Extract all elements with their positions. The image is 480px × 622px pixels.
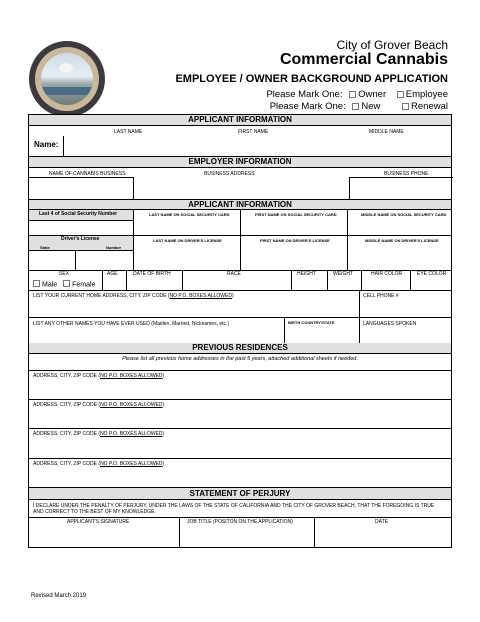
race-input[interactable]: [183, 277, 291, 290]
city-seal-logo: [29, 41, 105, 117]
other-names-label: LIST ANY OTHER NAMES YOU HAVE EVER USED (Maiden, Married, Nicknames, etc.): [33, 321, 230, 327]
previous-address-label-1: ADDRESS, CITY, ZIP CODE (NO P.O. BOXES ALLOWED): [33, 373, 165, 379]
business-address-label: BUSINESS ADDRESS: [204, 171, 255, 177]
dl-state-input[interactable]: [29, 251, 75, 270]
previous-address-input-4[interactable]: [29, 459, 452, 487]
renewal-label: Renewal: [411, 101, 448, 112]
dl-last-name-label: LAST NAME ON DRIVER'S LICENSE: [153, 238, 222, 243]
birth-country-label: BIRTH COUNTRY/STATE: [288, 320, 335, 325]
ssn-first-name-input[interactable]: [241, 218, 347, 235]
business-name-label: NAME OF CANNABIS BUSINESS: [49, 171, 126, 177]
ssn-middle-name-label: MIDDLE NAME ON SOCIAL SECURITY CARD: [361, 212, 447, 217]
birth-country-input[interactable]: [285, 327, 359, 343]
languages-label: LANGUAGES SPOKEN: [363, 321, 417, 327]
male-checkbox[interactable]: [33, 280, 40, 287]
previous-residences-note: Please list all previous home addresses in the past 5 years, attached additional sheets if needed.: [122, 356, 358, 362]
other-names-input[interactable]: [29, 327, 284, 343]
previous-address-label-2: ADDRESS, CITY, ZIP CODE (NO P.O. BOXES ALLOWED): [33, 402, 165, 408]
height-input[interactable]: [292, 277, 327, 290]
previous-address-input-2[interactable]: [29, 400, 452, 428]
section-applicant-info-2: APPLICANT INFORMATION: [29, 199, 451, 210]
first-name-label: FIRST NAME: [238, 129, 269, 135]
mark-type-label: Please Mark One:: [269, 101, 346, 112]
owner-label: Owner: [358, 89, 387, 100]
eye-color-label: EYE COLOR: [417, 271, 447, 277]
dl-middle-name-label: MIDDLE NAME ON DRIVER'S LICENSE: [365, 238, 439, 243]
form-title: Commercial Cannabis: [279, 51, 448, 68]
signature-label: APPLICANT'S SIGNATURE: [67, 519, 130, 525]
current-address-label: LIST YOUR CURRENT HOME ADDRESS, CITY, ZIP CODE (NO P.O. BOXES ALLOWED): [33, 293, 234, 299]
languages-input[interactable]: [360, 327, 452, 343]
name-input[interactable]: [64, 136, 452, 156]
dl-middle-name-input[interactable]: [348, 245, 452, 270]
new-label: New: [361, 101, 381, 112]
previous-address-input-3[interactable]: [29, 429, 452, 458]
owner-checkbox[interactable]: [349, 91, 356, 98]
weight-label: WEIGHT: [333, 271, 353, 277]
ssn-middle-name-input[interactable]: [348, 218, 452, 235]
business-address-input[interactable]: [134, 168, 349, 199]
perjury-declaration-1: I DECLARE UNDER THE PENALTY OF PERJURY, UNDER THE LAWS OF THE STATE OF CALIFORNIA AND THE CITY OF GROVER BEACH, THAT THE FOREGOING IS TRUE: [33, 503, 435, 509]
cell-phone-input[interactable]: [360, 300, 452, 317]
mark-type-row: [270, 101, 448, 112]
section-previous-residences: PREVIOUS RESIDENCES: [29, 343, 451, 354]
section-employer-info: EMPLOYER INFORMATION: [29, 156, 451, 168]
middle-name-label: MIDDLE NAME: [369, 129, 404, 135]
business-phone-label: BUSINESS PHONE: [384, 171, 429, 177]
job-title-input[interactable]: [180, 526, 314, 548]
date-input[interactable]: [315, 526, 452, 548]
name-label: Name:: [34, 140, 59, 149]
previous-address-label-4: ADDRESS, CITY, ZIP CODE (NO P.O. BOXES ALLOWED): [33, 461, 165, 467]
cell-phone-label: CELL PHONE #: [363, 293, 399, 299]
age-label: AGE: [107, 271, 118, 277]
dl-number-label: Number: [106, 245, 122, 250]
mark-role-label: Please Mark One:: [266, 89, 343, 100]
perjury-declaration-2: AND CORRECT TO THE BEST OF MY KNOWLEDGE.: [33, 509, 156, 515]
job-title-label: JOB TITLE (POSITON ON THE APPLICATION): [187, 519, 293, 525]
age-input[interactable]: [103, 277, 126, 290]
last-name-label: LAST NAME: [114, 129, 143, 135]
application-form: [28, 114, 452, 548]
signature-input[interactable]: [29, 526, 179, 548]
dl-first-name-input[interactable]: [241, 245, 347, 270]
dl-last-name-input[interactable]: [134, 245, 240, 270]
weight-input[interactable]: [328, 277, 361, 290]
dob-input[interactable]: [127, 277, 182, 290]
renewal-checkbox[interactable]: [402, 103, 409, 110]
female-label: Female: [72, 281, 96, 289]
ssn-input[interactable]: [29, 221, 133, 235]
employee-checkbox[interactable]: [397, 91, 404, 98]
business-name-input[interactable]: [29, 178, 133, 199]
female-checkbox[interactable]: [63, 280, 70, 287]
dl-number-input[interactable]: [76, 251, 133, 270]
employee-label: Employee: [405, 89, 448, 100]
sex-options: [33, 280, 95, 290]
business-phone-input[interactable]: [350, 178, 452, 199]
section-statement-of-perjury: STATEMENT OF PERJURY: [29, 487, 451, 500]
male-label: Male: [42, 281, 58, 289]
current-address-input[interactable]: [29, 300, 359, 317]
new-checkbox[interactable]: [352, 103, 359, 110]
ssn-label: Last 4 of Social Security Number: [39, 211, 118, 217]
hair-color-label: HAIR COLOR: [371, 271, 403, 277]
hair-color-input[interactable]: [362, 277, 410, 290]
mark-role-row: [266, 89, 448, 100]
form-subtitle: EMPLOYEE / OWNER BACKGROUND APPLICATION: [175, 73, 448, 85]
dob-label: DATE OF BIRTH: [133, 271, 171, 277]
date-label: DATE: [375, 519, 388, 525]
previous-address-input-1[interactable]: [29, 371, 452, 399]
section-applicant-info: APPLICANT INFORMATION: [29, 115, 451, 126]
drivers-license-label: Driver's License: [61, 236, 100, 242]
ssn-last-name-label: LAST NAME ON SOCIAL SECURITY CARD: [149, 212, 230, 217]
ssn-first-name-label: FIRST NAME ON SOCIAL SECURITY CARD: [255, 212, 337, 217]
race-label: RACE: [227, 271, 241, 277]
height-label: HEIGHT: [297, 271, 316, 277]
dl-state-label: State: [40, 245, 50, 250]
sex-label: SEX: [59, 271, 70, 277]
eye-color-input[interactable]: [411, 277, 452, 290]
previous-address-label-3: ADDRESS, CITY, ZIP CODE (NO P.O. BOXES ALLOWED): [33, 431, 165, 437]
revised-date: Revised March 2019: [31, 593, 87, 599]
dl-first-name-label: FIRST NAME ON DRIVER'S LICENSE: [260, 238, 330, 243]
ssn-last-name-input[interactable]: [134, 218, 240, 235]
city-name: City of Grover Beach: [336, 38, 448, 52]
